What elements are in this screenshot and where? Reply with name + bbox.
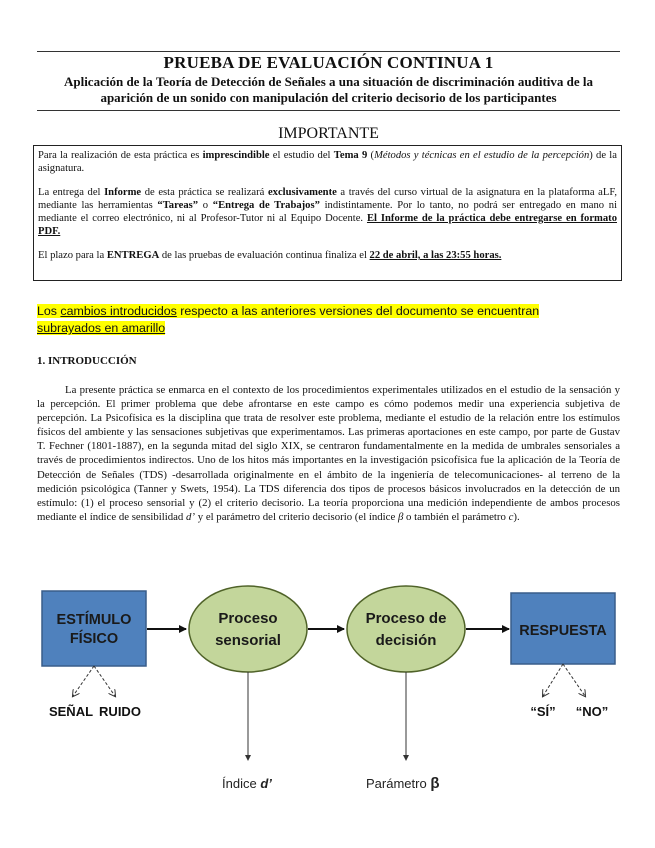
stimulus-label-line2: FÍSICO — [69, 631, 119, 647]
sensory-label-line2: sensorial — [215, 632, 281, 649]
noise-label: RUIDO — [99, 704, 141, 719]
top-rule — [37, 51, 620, 52]
decision-label-line1: Proceso de — [365, 610, 447, 627]
document-subtitle: Aplicación de la Teoría de Detección de Señales a una situación de discriminación auditiva de la aparición de un sonido con manipulación del criterio decisorio de los participantes — [63, 74, 594, 105]
deadline-date: 22 de abril, a las 23:55 horas. — [369, 250, 502, 261]
dashed-arrow-noise — [94, 666, 115, 696]
sensory-label-line1: Proceso — [218, 610, 278, 627]
subtitle-rule — [37, 110, 620, 111]
introduction-paragraph: La presente práctica se enmarca en el contexto de los procedimientos experimentales utilizados en el estudio de la sensación y la percepción. El primer problema que debe afrontarse en este campo es cómo podemos medir una experiencia subjetiva de percepción. La Psicofísica es la disciplina que trata de resolver este problema, mediante el estudio de la relación entre los estímulos físicos del ambiente y las sensaciones subjetivas que experimentamos. Las primeras aportaciones en este campo, por parte de Gustav T. Fechner (1801-1887), en la segunda mitad del siglo XIX, se centraron fundamentalmente en la medida de umbrales sensoriales a través de procedimientos indirectos. Uno de los hitos más importantes en la investigación psicofísica fue la aplicación de la Teoría de Detección de Señales (TDS) -desarrollada originalmente en el ámbito de la ingeniería de telecomunicaciones- al terreno de la medición psicológica (Tanner y Swets, 1954). La TDS diferencia dos tipos de procesos básicos involucrados en la detección de un estímulo: (1) el proceso sensorial y (2) el criterio decisorio. La teoría proporciona una medición independiente de ambos procesos mediante el índice de sensibilidad d’ y el parámetro del criterio decisorio (el índice β o también el parámetro c). — [37, 384, 620, 523]
beta-symbol: β — [430, 775, 440, 792]
document-title: PRUEBA DE EVALUACIÓN CONTINUA 1 — [163, 53, 494, 72]
pdf-format-note: El Informe de la práctica debe entregarse en formato PDF. — [38, 213, 617, 237]
section-heading-introduccion: 1. INTRODUCCIÓN — [37, 355, 137, 367]
important-paragraph-1: Para la realización de esta práctica es imprescindible el estudio del Tema 9 (Métodos y técnicas en el estudio de la percepción) de la asignatura. — [38, 150, 617, 174]
tds-diagram — [0, 585, 655, 848]
changes-note: Los cambios introducidos respecto a las anteriores versiones del documento se encuentran subrayados en amarillo — [37, 304, 540, 335]
d-prime-label: Índice d’ — [222, 776, 272, 791]
beta-label: Parámetro β — [366, 775, 440, 792]
important-box — [33, 145, 622, 281]
signal-label: SEÑAL — [48, 704, 94, 719]
d-prime-symbol: d’ — [260, 776, 272, 791]
decision-label-line2: decisión — [375, 632, 437, 649]
stimulus-label-line1: ESTÍMULO — [56, 612, 132, 628]
no-label: “NO” — [575, 704, 609, 719]
stimulus-box — [42, 591, 146, 666]
dashed-arrow-signal — [73, 666, 94, 696]
important-paragraph-3: El plazo para la ENTREGA de las pruebas de evaluación continua finaliza el 22 de abril, a las 23:55 horas. — [38, 250, 502, 261]
important-heading: IMPORTANTE — [278, 125, 379, 142]
yes-label: “SÍ” — [530, 704, 556, 719]
important-paragraph-2: La entrega del Informe de esta práctica se realizará exclusivamente a través del curso virtual de la asignatura en la plataforma aLF, mediante las herramientas “Tareas” o “Entrega de Trabajos” indistintamente. Por lo tanto, no podrá ser entregado en mano ni mediante el correo electrónico, ni al Profesor-Tutor ni al Equipo Docente. El Informe de la práctica debe entregarse en formato PDF. — [38, 187, 618, 237]
sensory-process-ellipse — [189, 586, 307, 672]
response-label: RESPUESTA — [519, 623, 607, 639]
dashed-arrow-no — [563, 664, 585, 696]
dashed-arrow-yes — [543, 664, 563, 696]
decision-process-ellipse — [347, 586, 465, 672]
